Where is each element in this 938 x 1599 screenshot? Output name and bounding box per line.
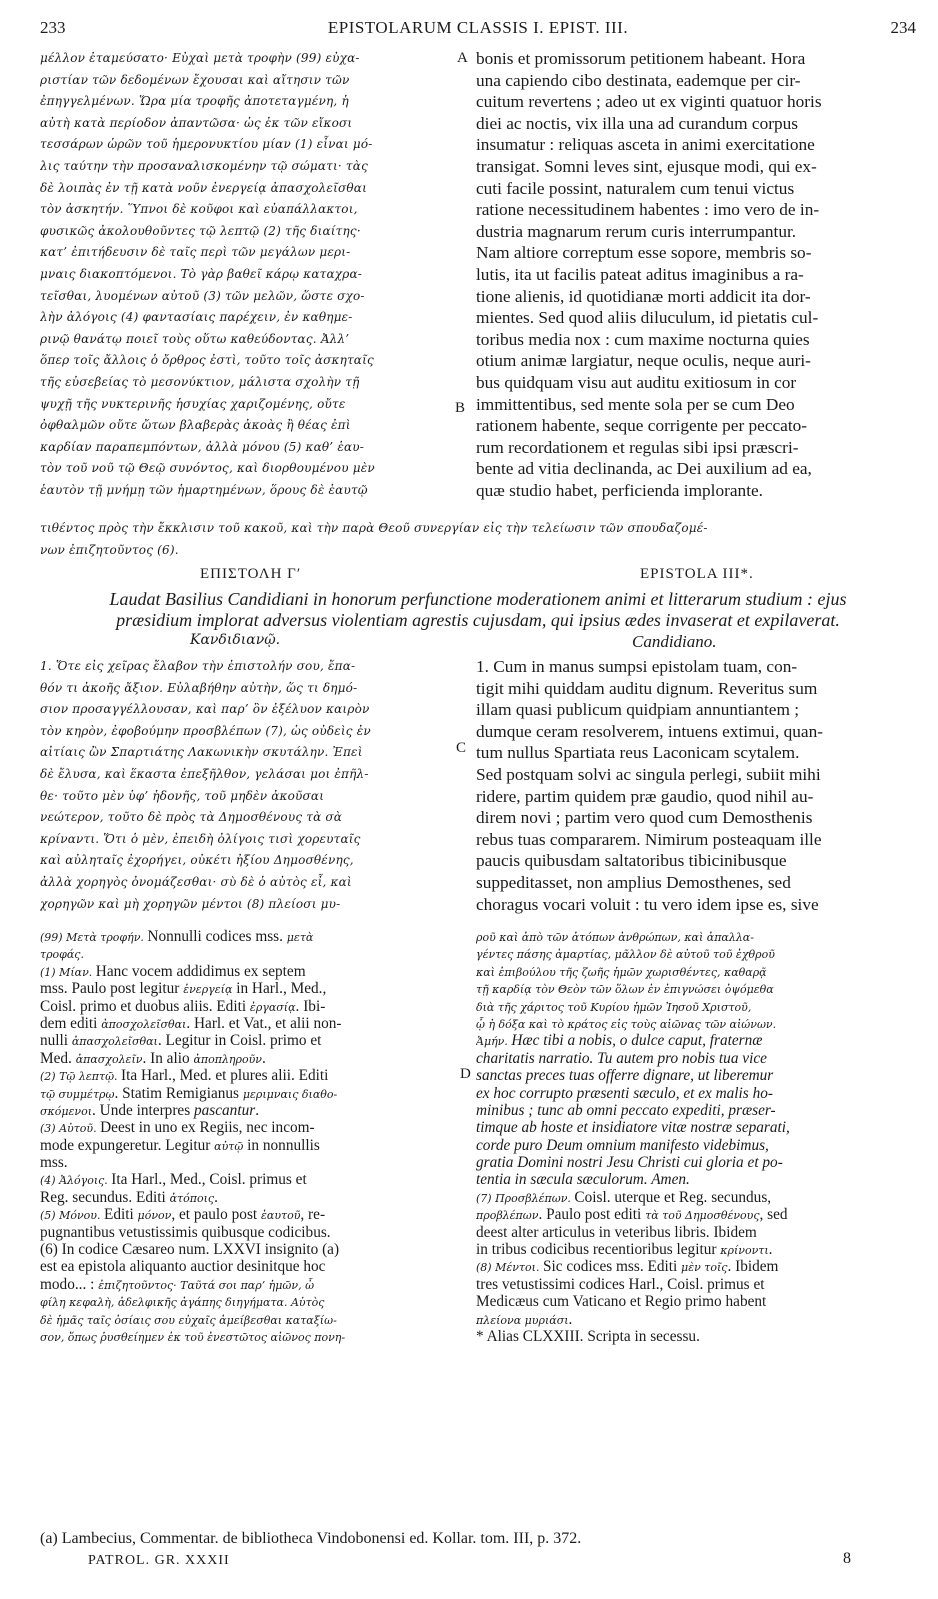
footnote-segment: δὲ ἡμᾶς ταῖς ὁσίαις σου εὐχαῖς ἀμείβεσθαι καταξίω- [40, 1313, 337, 1327]
greek-epistle-title: ΕΠΙΣΤΟΛΗ Γʹ [200, 566, 302, 582]
latin-text-line: suppeditasset, non amplius Demosthenes, sed [476, 872, 791, 892]
footnote-segment: timque ab hoste et insidiatore vitæ nostræ separati, [476, 1119, 790, 1137]
footnote-segment: (6) In codice Cæsareo num. LXXVI insignito (a) [40, 1241, 340, 1259]
greek-full-width-lines [40, 518, 914, 561]
latin-text-line: paucis quibusdam saltatoribus tibicinibusque [476, 851, 787, 871]
footnote-segment: in tribus codicibus recentioribus legitur [476, 1241, 721, 1259]
footnote-segment: sanctas preces tuas offerre dignare, ut liberemur [476, 1067, 774, 1085]
latin-text-line: tum nullus Spartiata reus Laconicam scytalem. [476, 743, 800, 763]
footnote-segment: ἀτόποις [169, 1191, 215, 1205]
greek-text-line: μέλλον ἐταμεύσατο· Εὐχαὶ μετὰ τροφὴν (99) εὐχα- [40, 51, 360, 65]
greek-text-line: αὐτὴ κατὰ περίοδον ἀπαντῶσα· ὡς ἐκ τῶν εἴκοσι [40, 115, 353, 130]
greek-text-line: 1. Ὅτε εἰς χεῖρας ἔλαβον τὴν ἐπιστολήν σου, ἔπα- [40, 659, 356, 673]
footnote-segment: mode expungeretur. Legitur [40, 1136, 215, 1154]
latin-epistle-title: EPISTOLA III*. [640, 566, 754, 582]
footnote-segment: μεριμναις διαθο- [242, 1087, 338, 1101]
footnote-segment: Coisl. uterque et Reg. secundus, [574, 1188, 772, 1206]
footnote-segment: τὰ τοῦ Δημοσθένους [645, 1209, 760, 1223]
footnote-segment: . Ibidem [727, 1258, 779, 1276]
greek-text-line: φυσικῶς ἀκολουθοῦντες τῷ λεπτῷ (2) τῆς διαίτης· [40, 223, 361, 238]
footnote-line [476, 1137, 916, 1154]
latin-text-line: rationem habente, seque corrigente per peccato- [476, 416, 808, 436]
footnote-line [476, 1171, 916, 1188]
footnote-segment: ex hoc corrupto præsenti sæculo, et ex malis ho- [476, 1084, 773, 1102]
footnote-segment: σκόμενοι [40, 1104, 93, 1118]
footnote-segment: μετὰ [286, 931, 314, 944]
footnote-line [476, 1241, 916, 1258]
footnote-line [476, 980, 916, 997]
footnote-segment: , sed [759, 1206, 788, 1224]
footnote-line [40, 1171, 460, 1188]
greek-text-line: ὅπερ τοῖς ἄλλοις ὁ ὄρθρος ἐστὶ, τοῦτο τοῖς ἀσκηταῖς [40, 353, 374, 368]
footnote-line [476, 945, 916, 962]
latin-text-line: otium animæ largiatur, neque oculis, neque auri- [476, 351, 811, 371]
footnote-line [40, 1102, 460, 1119]
footnote-segment: τῇ καρδίᾳ τὸν Θεὸν τῶν ὅλων ἐν ἐπιγνώσει ὀψόμεθα [476, 983, 774, 997]
upper-latin-column [476, 48, 916, 506]
footnote-segment: (2) Τῷ λεπτῷ. [40, 1070, 122, 1084]
footnote-segment: . [768, 1241, 773, 1259]
greek-text-line: δὲ λοιπὰς ἐν τῇ κατὰ νοῦν ἐνεργείᾳ ἀπασχολεῖσθαι [40, 180, 368, 195]
body-latin-column [476, 656, 916, 918]
volume-signature: PATROL. GR. XXXII [88, 1553, 230, 1568]
greek-text-line: ψυχῇ τῆς νυκτερινῆς ἡσυχίας χαριζομένης, οὔτε [40, 396, 346, 411]
footnote-segment: minibus ; tunc ab omni peccato expediti, præser- [476, 1101, 776, 1119]
footnote-segment: ἀποπληροῦν [193, 1052, 262, 1066]
footnote-line [40, 963, 460, 980]
footnotes-right-column [476, 928, 916, 1348]
footnote-line [476, 1119, 916, 1136]
footnote-segment: (5) Μόνου. [40, 1209, 104, 1223]
footnote-segment: , re- [300, 1206, 326, 1224]
latin-text-line: insumatur : reliquas asceta in animi exercitatione [476, 135, 815, 155]
footnote-segment: ἑαυτοῦ [260, 1209, 301, 1223]
greek-text-line: αἰτίαις ὢν Σπαρτιάτης Λακωνικὴν σκυτάλην. Ἐπεὶ [40, 745, 363, 760]
footnote-line [40, 1050, 460, 1067]
footnote-line [40, 1206, 460, 1223]
greek-text-line: κρίναντι. Ὅτι ὁ μὲν, ἐπειδὴ ὀλίγοις τισὶ χορευταῖς [40, 831, 361, 846]
footnote-segment: φίλη κεφαλὴ, ἀδελφικῆς ἀγάπης διηγήματα. Αὐτὸς [40, 1296, 325, 1310]
footnote-line [40, 1154, 460, 1171]
footnote-line [476, 1206, 916, 1223]
footnote-segment: ἐργασίᾳ [249, 1000, 296, 1014]
greek-addressee: Κανδιδιανῷ. [190, 632, 281, 648]
footnote-segment: (99) Μετὰ τροφήν. [40, 931, 148, 944]
footnote-segment: προβλέπων [476, 1209, 539, 1223]
greek-text-line: ριστίαν τῶν δεδομένων ἔχουσαι καὶ αἴτησιν τῶν [40, 72, 350, 87]
footnote-segment: mss. Paulo post legitur [40, 980, 184, 998]
footnote-line [40, 1328, 460, 1345]
running-header [40, 18, 916, 42]
footnote-segment: (4) Ἀλόγοις. [40, 1174, 112, 1188]
latin-text-line: tione alienis, id quotidianæ morti addicit ita dor- [476, 286, 811, 306]
latin-addressee: Candidiano. [632, 632, 717, 651]
footnote-segment: αὐτῷ [214, 1139, 244, 1153]
footnote-segment: corde puro Deum omnium manifesto videbimus, [476, 1136, 769, 1154]
footnote-segment: , et paulo post [171, 1206, 261, 1224]
latin-text-line: tigit mihi quiddam auditu dignum. Reveritus sum [476, 678, 818, 698]
page-number-right: 234 [890, 18, 916, 37]
greek-text-line: ἑαυτὸν τῇ μνήμῃ τῶν ἡμαρτημένων, ὅρους δὲ ἑαυτῷ [40, 482, 368, 497]
footnote-segment: Deest in uno ex Regiis, nec incom- [100, 1119, 315, 1137]
footnote-line [476, 1293, 916, 1310]
greek-text-line: τεῖσθαι, λυομένων αὐτοῦ (3) τῶν μελῶν, ὥστε σχο- [40, 288, 365, 303]
latin-text-line: toribus media nox : cum maxime nocturna quies [476, 329, 810, 349]
footnote-segment: deest alter articulus in veteribus libris. Ibidem [476, 1223, 757, 1241]
footnote-segment: est ea epistola aliquanto auctior desinitque hoc [40, 1258, 326, 1276]
footnote-segment: ἀπασχολεῖν [75, 1052, 143, 1066]
footnote-segment: (8) Μέντοι. [476, 1261, 543, 1275]
latin-text-line: lutis, ita ut facilis pateat aditus imaginibus a ra- [476, 264, 804, 284]
footnote-segment: ἐπιζητοῦντος· Ταῦτά σοι παρ’ ἡμῶν, ὦ [98, 1278, 315, 1292]
footnote-line [40, 1119, 460, 1136]
footnote-segment: Coisl. primo et duobus aliis. Editi [40, 997, 250, 1015]
footnote-segment: Ita Harl., Med. et plures alii. Editi [121, 1067, 329, 1085]
latin-text-line: rebus tuas compararem. Nimirum posteaquam ille [476, 829, 822, 849]
latin-text-line: quæ studio habet, perficienda implorante. [476, 480, 763, 500]
footnote-segment: (1) Μίαν. [40, 965, 96, 979]
footnote-line [476, 1224, 916, 1241]
margin-letter-c: C [456, 740, 467, 756]
footnote-segment: Nonnulli codices mss. [147, 928, 287, 945]
latin-text-line: diei ac noctis, vix illa una ad curandum corpus [476, 113, 799, 133]
footnote-segment: μόνον [137, 1209, 172, 1223]
greek-text-line: τεσσάρων ὡρῶν τοῦ ἡμερονυκτίου μίαν (1) εἶναι μό- [40, 137, 373, 152]
latin-text-line: Sed postquam solvi ac singula perlegi, subiit mihi [476, 764, 821, 784]
footnote-segment: . Statim Remigianus [114, 1084, 243, 1102]
epistle-summary [40, 589, 916, 631]
summary-line-1: Laudat Basilius Candidiani in honorum perfunctione moderationem animi et litterarum studium : ejus [109, 589, 847, 609]
latin-text-line: bente ad vitia declinanda, ac Dei auxilium ad ea, [476, 459, 812, 479]
latin-text-line: ratione necessitudinem habentes : imo vero de in- [476, 200, 820, 220]
footnote-segment: τῷ συμμέτρῳ [40, 1087, 115, 1101]
footnote-segment: Medicæus cum Vaticano et Regio primo habent [476, 1293, 767, 1311]
latin-text-line: ridere, partim quidem præ gaudio, quod nihil au- [476, 786, 814, 806]
footnote-segment: (7) Προσβλέπων. [476, 1191, 575, 1205]
greek-text-line: λις ταύτην τὴν προσαναλισκομένην τῷ σώματι· τὰς [40, 158, 368, 173]
footnote-segment: . Ibi- [295, 997, 326, 1015]
margin-letter-a: A [457, 50, 468, 66]
footnote-segment: ἐνεργείᾳ [183, 983, 233, 997]
footnote-segment: σον, ὅπως ῥυσθείημεν ἐκ τοῦ ἐνεστῶτος αἰῶνος πονη- [40, 1330, 346, 1344]
footnote-line [40, 1224, 460, 1241]
footnote-segment: in Harl., Med., [232, 980, 327, 998]
footnote-segment: Ita Harl., Med., Coisl. primus et [111, 1171, 307, 1189]
footnote-line [476, 963, 916, 980]
bottom-note: (a) Lambecius, Commentar. de bibliotheca Vindobonensi ed. Kollar. tom. III, p. 372. [40, 1530, 582, 1547]
footnote-segment: ᾧ ἡ δόξα καὶ τὸ κράτος εἰς τοὺς αἰῶνας τῶν αἰώνων. [476, 1017, 777, 1031]
footnote-segment: ροῦ καὶ ἀπὸ τῶν ἀτόπων ἀνθρώπων, καὶ ἀπαλλα- [476, 931, 754, 944]
footnote-segment: Sic codices mss. Editi [542, 1258, 682, 1276]
footnote-segment: pugnantibus vetustissimis quibusque codicibus. [40, 1223, 331, 1241]
footnote-segment: pascantur [193, 1101, 256, 1119]
footnote-segment: Med. [40, 1049, 76, 1067]
footnote-segment: πλείονα μυριάσι [476, 1313, 569, 1327]
latin-text-line: cuti facile possint, naturalem cum tenui victus [476, 178, 795, 198]
footnote-segment: dem editi [40, 1014, 102, 1032]
greek-text-line: καὶ αὐληταῖς ἐχορήγει, οὐκέτι ἠξίου Δημοσθένης, [40, 853, 354, 868]
latin-text-line: mientes. Sed quod aliis diluculum, id pietatis cul- [476, 308, 819, 328]
footnote-line [40, 980, 460, 997]
margin-letter-b: B [455, 400, 466, 416]
greek-text-line: τιθέντος πρὸς τὴν ἔκκλισιν τοῦ κακοῦ, καὶ τὴν παρὰ Θεοῦ συνεργίαν εἰς τὴν τελείωσιν τῶν σπουδαζομέ- [40, 521, 708, 535]
greek-text-line: ὀφθαλμῶν οὔτε ὤτων βλαβερὰς ἀκοὰς ἢ θέας ἐπὶ [40, 418, 351, 433]
footnote-line [476, 1189, 916, 1206]
latin-text-line: 1. Cum in manus sumpsi epistolam tuam, con- [476, 657, 798, 676]
footnote-line [40, 1241, 460, 1258]
footnote-line [40, 1015, 460, 1032]
footnotes-left-column [40, 928, 460, 1348]
latin-text-line: transigat. Somni leves sint, ejusque modi, qui ex- [476, 156, 817, 176]
page-number-left: 233 [40, 18, 66, 37]
footnote-segment: nulli [40, 1032, 72, 1050]
footnote-line [476, 1050, 916, 1067]
footnote-segment: in nonnullis [243, 1136, 320, 1154]
footnote-segment: . [255, 1101, 260, 1119]
footnote-segment: Hæc tibi a nobis, o dulce caput, fraternæ [511, 1032, 763, 1050]
footnote-line [476, 1067, 916, 1084]
latin-text-line: dumque ceram resolverem, intuens extimui, quan- [476, 721, 823, 741]
latin-text-line: una capiendo cibo destinata, eademque per cir- [476, 70, 801, 90]
running-title: EPISTOLARUM CLASSIS I. EPIST. III. [327, 18, 629, 37]
latin-text-line: bonis et promissorum petitionem habeant. Hora [476, 49, 806, 68]
footnote-line [40, 928, 460, 945]
footnote-line [40, 1258, 460, 1275]
latin-text-line: dustria magnarum rerum curis interrumpantur. [476, 221, 797, 241]
body-greek-column [40, 656, 456, 918]
greek-text-line: καρδίαν παραπεμπόντων, ἀλλὰ μόνου (5) καθ’ ἑαυ- [40, 439, 365, 454]
greek-text-line: θε· τοῦτο μὲν ὑφ’ ἡδονῆς, τοῦ μηδὲν ἀκοῦσαι [40, 788, 325, 803]
latin-text-line: rum recordationem et regulas sibi ipsi præscri- [476, 437, 799, 457]
footnote-segment: Hanc vocem addidimus ex septem [95, 962, 306, 980]
footnote-segment: ἀποσχολεῖσθαι [101, 1017, 187, 1031]
footnote-segment: . [262, 1049, 266, 1067]
greek-text-line: θόν τι ἀκοῆς ἄξιον. Εὐλαβήθην αὐτὴν, ὥς τι δημό- [40, 680, 358, 695]
greek-text-line: ἀλλὰ χορηγὸς ὀνομάζεσθαι· σὺ δὲ ὁ αὐτὸς εἶ, καὶ [40, 874, 352, 889]
footnote-line [40, 1032, 460, 1049]
footnote-line [476, 1102, 916, 1119]
greek-text-line: κατ’ ἐπιτήδευσιν δὲ ταῖς περὶ τῶν μεγάλων μερι- [40, 245, 351, 260]
footnote-line [40, 945, 460, 962]
latin-text-line: Nam altiore correptum esse sopore, membris so- [476, 243, 812, 263]
footnote-segment: . Harl. et Vat., et alii non- [186, 1014, 342, 1032]
upper-greek-column [40, 48, 456, 506]
footnote-segment: γέντες πάσης ἁμαρτίας, μᾶλλον δὲ αὐτοῦ τοῦ ἐχθροῦ [476, 948, 775, 962]
footnote-segment: modo... : [40, 1275, 99, 1293]
footnote-segment: * Alias CLXXIII. Scripta in secessu. [476, 1327, 700, 1345]
footnote-line [476, 1311, 916, 1328]
footnote-line [476, 1328, 916, 1345]
footnote-line [40, 1293, 460, 1310]
greek-text-line: τὸν τοῦ νοῦ τῷ Θεῷ συνόντος, καὶ διορθουμένου μὲν [40, 461, 375, 476]
footnote-segment: . [568, 1310, 573, 1328]
footnote-line [476, 1032, 916, 1049]
footnote-segment: Reg. secundus. Editi [40, 1188, 170, 1206]
footnote-segment: . [214, 1188, 218, 1206]
footnote-segment: καὶ ἐπιβούλου τῆς ζωῆς ἡμῶν χωρισθέντες, καθαρᾷ [476, 965, 767, 979]
greek-text-line: νεώτερον, τοῦτο δὲ πρὸς τὰ Δημοσθένους τὰ σὰ [40, 810, 343, 825]
greek-text-line: ρινῷ θανάτῳ ποιεῖ τοὺς οὕτω καθεύδοντας. Ἀλλ’ [40, 331, 350, 346]
footnote-segment: . Paulo post editi [538, 1206, 646, 1224]
footnote-segment: tres vetustissimi codices Harl., Coisl. primus et [476, 1275, 765, 1293]
greek-text-line: μναις διακοπτόμενοι. Τὸ γὰρ βαθεῖ κάρῳ καταχρα- [40, 266, 363, 281]
greek-text-line: σιον προσαγγέλλουσαν, καὶ παρ’ ὃν ἐξέλυον καιρὸν [40, 702, 370, 717]
footnote-line [40, 998, 460, 1015]
footnote-segment: κρίνοντι [720, 1244, 769, 1258]
footnote-segment: charitatis narratio. Tu autem pro nobis tua vice [476, 1049, 767, 1067]
footnote-segment: τροφάς. [40, 948, 84, 962]
greek-text-line: ἐπηγγελμένων. Ὥρα μία τροφῆς ἀποτεταγμένη, ἡ [40, 94, 349, 109]
footnote-segment: (3) Αὐτοῦ. [40, 1122, 101, 1136]
footnote-line [476, 1154, 916, 1171]
latin-text-line: illam quasi publicum quidpiam annuntiantem ; [476, 700, 800, 720]
footnote-segment: gratia Domini nostri Jesu Christi cui gloria et po- [476, 1154, 783, 1172]
footnote-segment: ἀπασχολεῖσθαι [71, 1035, 158, 1049]
greek-text-line: δὲ ἔλυσα, καὶ ἕκαστα ἐπεξῆλθον, γελάσαι μοι ἐπῆλ- [40, 766, 369, 781]
latin-text-line: direm novi ; partim vero quod cum Demosthenis [476, 808, 813, 828]
footnote-line [476, 998, 916, 1015]
footnote-line [40, 1137, 460, 1154]
footnote-segment: tentia in sæcula sæculorum. Amen. [476, 1171, 690, 1189]
footnote-segment: διὰ τῆς χάριτος τοῦ Κυρίου ἡμῶν Ἰησοῦ Χριστοῦ, [476, 1000, 752, 1014]
latin-text-line: bus quidquam visu aut auditu exitiosum in cor [476, 372, 797, 392]
footnote-line [476, 1276, 916, 1293]
footnote-line [40, 1085, 460, 1102]
greek-text-line: τῆς εὐσεβείας τὸ μεσονύκτιον, μάλιστα σχολὴν τῇ [40, 374, 360, 389]
greek-text-line: λὴν ἀλόγοις (4) φαντασίαις παρέχειν, ἐν καθημε- [40, 310, 353, 325]
footnote-line [476, 928, 916, 945]
summary-line-2: præsidium implorat adversus violentiam agrestis cujusdam, qui ipsius ædes invaserat et expilaverat. [116, 610, 840, 630]
footnote-line [40, 1067, 460, 1084]
latin-text-line: immittentibus, sed mente sola per se cum Deo [476, 394, 795, 414]
footnote-segment: . Unde interpres [92, 1101, 194, 1119]
footnote-segment: . Legitur in Coisl. primo et [157, 1032, 322, 1050]
footnote-line [40, 1311, 460, 1328]
signature-number: 8 [843, 1550, 851, 1567]
footnote-line [476, 1085, 916, 1102]
footnote-segment: μὲν τοῖς [681, 1261, 728, 1275]
margin-letter-d: D [460, 1066, 471, 1082]
footnote-segment: Ἀμήν. [476, 1035, 512, 1049]
latin-text-line: choragus vocari voluit : tu vero idem ipse es, sive [476, 894, 819, 914]
footnote-line [40, 1189, 460, 1206]
greek-text-line: χορηγῶν καὶ μὴ χορηγῶν μέντοι (8) πλείοσι μυ- [40, 896, 341, 911]
greek-text-line: τὸν κηρὸν, ἐφοβούμην προσβλέπων (7), ὡς οὐδεὶς ἐν [40, 723, 371, 738]
footnote-line [476, 1258, 916, 1275]
footnote-line [476, 1015, 916, 1032]
footnote-segment: mss. [40, 1154, 68, 1172]
greek-text-line: τὸν ἀσκητήν. Ὕπνοι δὲ κοῦφοι καὶ εὐαπάλλακτοι, [40, 202, 358, 217]
greek-text-line: νων ἐπιζητοῦντος (6). [40, 542, 179, 557]
footnote-segment: Editi [103, 1206, 138, 1224]
footnote-line [40, 1276, 460, 1293]
latin-text-line: cuitum revertens ; adeo ut ex viginti quatuor horis [476, 92, 822, 112]
footnote-segment: . In alio [142, 1049, 194, 1067]
